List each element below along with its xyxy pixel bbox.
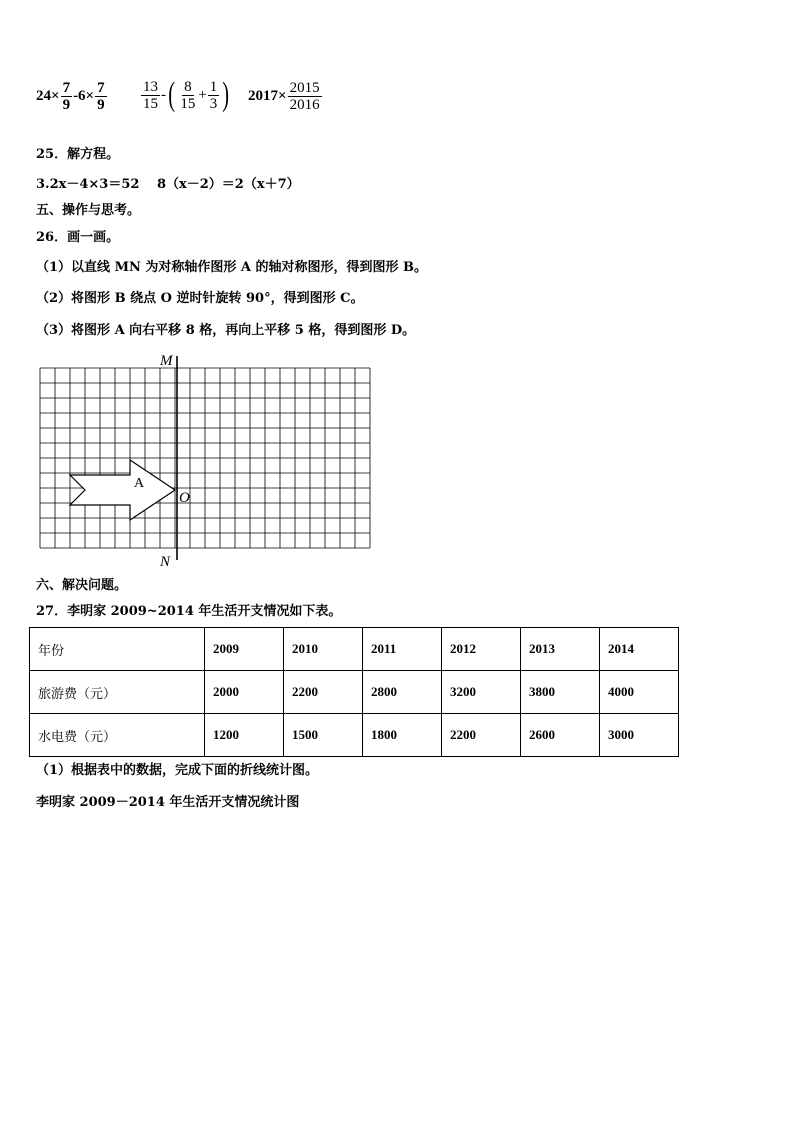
- q25-equations: 3.2x－4×3＝52 8（x－2）＝2（x＋7）: [36, 177, 300, 192]
- q26-step-2: （2）将图形 B 绕点 O 逆时针旋转 90°，得到图形 C。: [36, 291, 364, 306]
- q27-subquestion-1: （1）根据表中的数据，完成下面的折线统计图。: [36, 763, 319, 778]
- fraction: $\frac{7}{9}$: [62, 80, 71, 113]
- table-cell: 2600: [521, 714, 600, 757]
- table-cell: 3200: [442, 671, 521, 714]
- table-cell: 2000: [205, 671, 284, 714]
- expression-1: [36, 80, 108, 113]
- table-cell: 1200: [205, 714, 284, 757]
- table-cell: 水电费（元）: [30, 714, 205, 757]
- shape-a: [70, 460, 175, 520]
- table-cell: 1800: [363, 714, 442, 757]
- section-5-heading: 五、操作与思考。: [36, 203, 141, 218]
- fraction: $\frac{1}{3}$: [209, 78, 218, 112]
- grid-lines: [40, 368, 370, 548]
- table-cell: 2800: [363, 671, 442, 714]
- label-n: N: [160, 554, 171, 570]
- table-row: [30, 714, 679, 757]
- fraction: $\frac{7}{9}$: [97, 80, 105, 113]
- table-cell: 2014: [600, 628, 679, 671]
- expression-2: [140, 78, 232, 112]
- table-cell: 1500: [284, 714, 363, 757]
- table-cell: 3000: [600, 714, 679, 757]
- q26-title: 26．画一画。: [36, 230, 120, 245]
- table-cell: 2200: [284, 671, 363, 714]
- label-a: A: [134, 476, 145, 491]
- chart-title: 李明家 2009－2014 年生活开支情况统计图: [36, 795, 300, 810]
- expr3-lead: 2017×: [248, 88, 287, 104]
- table-cell: 年份: [30, 628, 205, 671]
- expression-3: [248, 80, 323, 113]
- table-row: [30, 671, 679, 714]
- fraction: $\frac{8}{15}$: [180, 78, 196, 112]
- q25-title: 25．解方程。: [36, 147, 120, 162]
- table-header-row: [30, 628, 679, 671]
- q26-step-3: （3）将图形 A 向右平移 8 格，再向上平移 5 格，得到图形 D。: [36, 323, 416, 338]
- table-cell: 2012: [442, 628, 521, 671]
- left-paren: (: [168, 76, 176, 113]
- expense-table: [29, 627, 679, 757]
- table-cell: 2013: [521, 628, 600, 671]
- table-cell: 3800: [521, 671, 600, 714]
- q26-step-1: （1）以直线 MN 为对称轴作图形 A 的轴对称图形，得到图形 B。: [36, 260, 428, 275]
- label-m: M: [160, 353, 173, 369]
- minus-sign: -: [161, 86, 166, 103]
- table-cell: 2011: [363, 628, 442, 671]
- table-cell: 2010: [284, 628, 363, 671]
- fraction: $\frac{13}{15}$: [143, 78, 158, 112]
- fraction: $\frac{2015}{2016}$: [289, 80, 320, 113]
- table-cell: 4000: [600, 671, 679, 714]
- table-cell: 2009: [205, 628, 284, 671]
- label-o: O: [179, 490, 190, 506]
- section-6-heading: 六、解决问题。: [36, 578, 128, 593]
- table-cell: 2200: [442, 714, 521, 757]
- expr1-mid: -6×: [73, 88, 95, 104]
- right-paren: ): [222, 76, 230, 113]
- plus-sign: +: [198, 86, 207, 103]
- grid-figure: [30, 348, 390, 573]
- table-cell: 旅游费（元）: [30, 671, 205, 714]
- q27-title: 27．李明家 2009~2014 年生活开支情况如下表。: [36, 604, 342, 619]
- expr1-lead: 24×: [36, 88, 60, 104]
